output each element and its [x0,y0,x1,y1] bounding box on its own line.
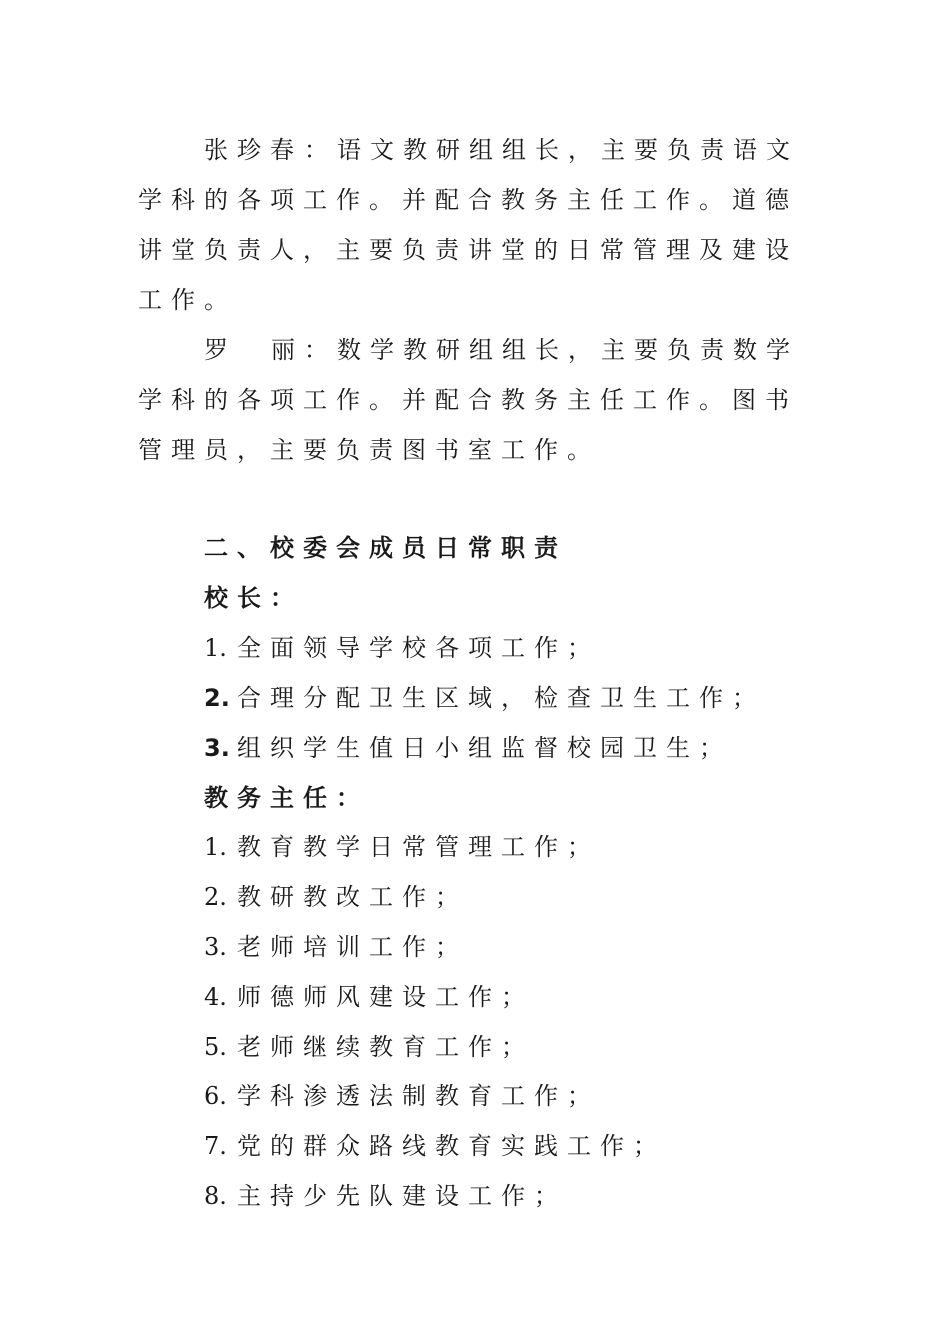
member-duty-text: 管理员，主要负责图书室工作。 [138,436,600,464]
list-item [0,872,950,922]
member-duty-text: 工作。 [138,286,237,314]
item-text: 教育教学日常管理工作； [237,833,600,861]
member-duty-text: 数学教研组组长，主要负责数学 [337,336,799,364]
member-duty-text: 学科的各项工作。并配合教务主任工作。道德 [138,186,798,214]
list-item [0,1121,950,1171]
list-item [0,673,950,723]
member-luo-line-2 [0,375,950,425]
member-zhang-line-4 [0,275,950,325]
item-number: 5. [204,1033,227,1061]
list-item [0,1071,950,1121]
item-text: 组织学生值日小组监督校园卫生； [237,734,732,762]
colon: ： [304,136,337,164]
academic-director-heading [0,773,950,823]
section-heading [0,523,950,573]
list-item [0,922,950,972]
member-luo-line-1 [0,325,950,375]
item-number: 2. [204,684,230,712]
member-zhang-line-3 [0,225,950,275]
item-text: 学科渗透法制教育工作； [237,1082,600,1110]
list-item [0,1171,950,1221]
section-title: 二、校委会成员日常职责 [204,534,567,562]
list-item [0,723,950,773]
item-number: 4. [204,983,227,1011]
member-duty-text: 学科的各项工作。并配合教务主任工作。图书 [138,386,798,414]
list-item [0,623,950,673]
member-zhang-line-2 [0,175,950,225]
list-item [0,972,950,1022]
colon: ： [304,336,337,364]
item-number: 2. [204,883,227,911]
member-duty-text: 语文教研组组长，主要负责语文 [337,136,799,164]
item-text: 主持少先队建设工作； [237,1182,567,1210]
item-number: 6. [204,1082,227,1110]
item-number: 1. [204,634,227,662]
item-number: 1. [204,833,227,861]
item-text: 师德师风建设工作； [237,983,534,1011]
academic-director-title: 教务主任： [204,784,369,812]
item-number: 7. [204,1132,227,1160]
member-name-part: 罗 [204,336,237,364]
member-name: 张珍春 [204,136,303,164]
item-text: 党的群众路线教育实践工作； [237,1132,666,1160]
list-item [0,1022,950,1072]
principal-title: 校长： [204,584,303,612]
member-zhang-line-1 [0,125,950,175]
member-luo-line-3 [0,425,950,475]
item-text: 全面领导学校各项工作； [237,634,600,662]
item-text: 老师培训工作； [237,933,468,961]
principal-heading [0,573,950,623]
item-text: 教研教改工作； [237,883,468,911]
member-name-part: 丽 [271,336,304,364]
member-duty-text: 讲堂负责人，主要负责讲堂的日常管理及建设 [138,236,798,264]
item-number: 8. [204,1182,227,1210]
item-number: 3. [204,734,230,762]
item-number: 3. [204,933,227,961]
item-text: 老师继续教育工作； [237,1033,534,1061]
list-item [0,822,950,872]
item-text: 合理分配卫生区域，检查卫生工作； [237,684,765,712]
